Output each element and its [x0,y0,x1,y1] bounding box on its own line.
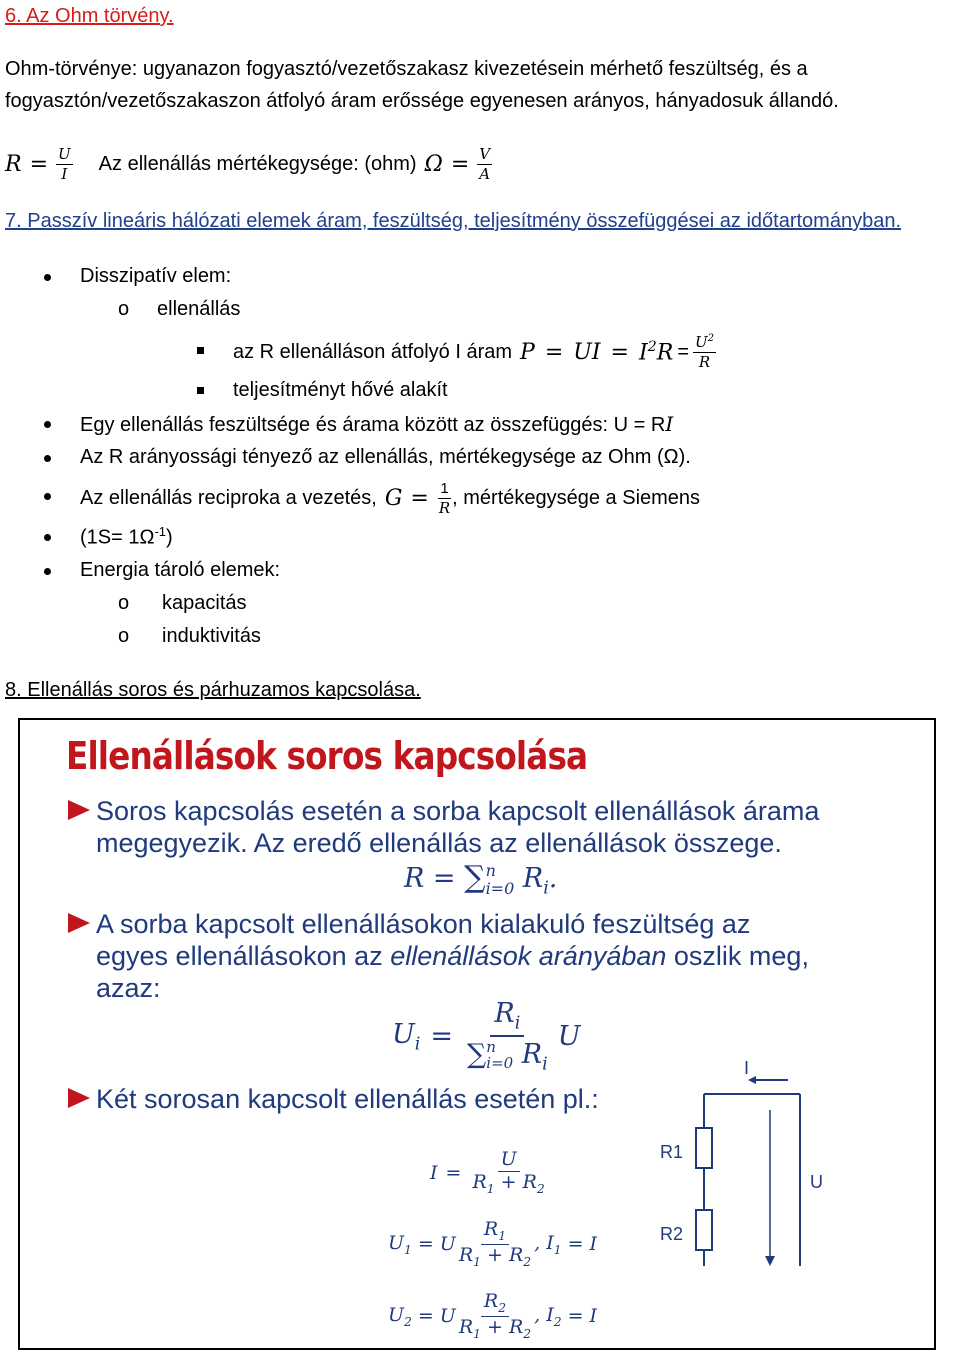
ohm-law-line-2: fogyasztón/vezetőszakaszon átfolyó áram erőssége egyenesen arányos, hányadosuk állandó. [5,90,839,112]
p1-line-2: megegyezik. Az eredő ellenállás az ellenállások összege. [96,828,782,858]
eq-sign: = [544,339,564,365]
slide-paragraph-2 [96,908,809,1004]
omega-symbol: Ω [424,151,443,177]
siemens-def-close: ) [166,526,173,549]
p2-line-1: A sorba kapcsolt ellenállásokon kialakuló feszültség az [96,909,751,939]
formula-a: A [479,164,491,183]
power-u2-over-r [693,334,716,370]
power-ui: UI [573,339,601,365]
triangle-bullet-icon [68,800,90,820]
circuit-label-r2: R2 [660,1224,684,1244]
p1-line-1: Soros kapcsolás esetén a sorba kapcsolt ellenállások árama [96,796,820,826]
formula-u-over-i [56,144,73,183]
power-i2r: $I^2R$ [638,338,674,366]
ohm-law-line-1: Ohm-törvénye: ugyanazon fogyasztó/vezetőszakasz kivezetésein mérhető feszültség, és a [5,58,808,80]
formula-v: V [479,144,491,163]
relation-i: I [665,412,674,436]
slide-paragraph-1 [96,795,819,859]
eq-sign: = [610,339,629,365]
section-8-heading: 8. Ellenállás soros és párhuzamos kapcsolása. [5,679,421,701]
resistor-label: ellenállás [157,298,241,320]
ohm-formula-row [5,140,492,188]
siemens-def-text: (1S= 1Ω [80,526,155,549]
power-p: P [520,339,535,365]
dissipative-label: Disszipatív elem: [80,265,232,287]
siemens-definition [80,524,173,550]
r-symbol: R [656,340,674,366]
series-resistors-slide [18,718,936,1350]
bullet-circle: o [118,298,130,320]
siemens-def-sup: -1 [154,524,166,539]
slide-paragraph-3: Két sorosan kapcsolt ellenállás esetén pl.: [96,1084,599,1114]
p2-line-2-a: egyes ellenállásokon az [96,941,391,971]
one-over-r: $\frac{1}{R}$ [438,479,451,517]
conductance-g: G [384,485,403,511]
section-7-heading: 7. Passzív lineáris hálózati elemek áram, feszültség, teljesítmény összefüggései az időtartományban. [5,210,901,232]
series-circuit-diagram [650,1058,850,1270]
bullet-circle: o [118,592,130,614]
r-symbol: R [404,863,425,894]
energy-storage-label: Energia tároló elemek: [80,559,281,581]
voltage-divider-formula: $U_i$ = $R_i$ ∑ n i=0 $R_i$ U [392,998,581,1075]
sum-formula: R = ∑ n i=0 $R_i$. [404,860,558,899]
bullet-dot [44,493,51,500]
capacitance-label: kapacitás [162,592,247,614]
circuit-label-r1: R1 [660,1142,684,1162]
u2: $U^2$ [695,333,714,351]
conductance-row [80,476,700,520]
eq-sign-plain: = [677,340,690,363]
bullet-circle: o [118,625,130,647]
slide-title: Ellenállások soros kapcsolása [66,734,588,778]
bullet-dot [44,421,51,428]
formula-equals: = [29,151,49,177]
power-formula-row [233,330,716,374]
conductance-text: Az ellenállás reciproka a vezetés, [80,486,377,509]
resistor-r1 [696,1128,712,1168]
p2-line-3: azaz: [96,973,161,1003]
bullet-dot [44,455,51,462]
r-den: R [698,353,711,371]
current-arrow-icon [748,1076,756,1084]
eq-sign: = [410,485,429,511]
proportional-factor-text: Az R arányossági tényező az ellenállás, mértékegysége az Ohm (Ω). [80,446,691,468]
p2-line-2-italic: ellenállások arányában [390,941,667,971]
formula-u: U [58,144,71,163]
unit-text: Az ellenállás mértékegysége: (ohm) [98,152,417,175]
formula-i: I [61,164,68,183]
bullet-square [197,347,204,354]
relation-text: Egy ellenállás feszültsége és árama között az összefüggés: U = R [80,414,666,436]
siemens-text: , mértékegysége a Siemens [452,486,701,509]
circuit-label-i: I [744,1058,750,1078]
bullet-square [197,387,204,394]
bullet-dot [44,274,51,281]
u1-formula: $U_1$ = U $\frac{R_1}{R_1 + R_2}$ , $I_1$ = I [388,1218,598,1269]
section-6-heading: 6. Az Ohm törvény. [5,5,174,27]
inductance-label: induktivitás [162,625,261,647]
formula-r: R [5,151,22,177]
formula-v-over-a [477,144,492,183]
r-den: R [438,498,451,517]
formula-equals-2: = [450,151,470,177]
i-symbol: I [638,340,648,366]
bullet-dot [44,534,51,541]
voltage-arrow-icon [765,1256,775,1266]
resistor-r2 [696,1210,712,1250]
u-symbol: U [695,333,708,351]
current-text: az R ellenálláson átfolyó I áram [233,340,513,363]
p2-line-2 [96,940,809,972]
u2-formula: $U_2$ = U $\frac{R_2}{R_1 + R_2}$ , $I_2$ = I [388,1290,598,1341]
current-formula: I = $\frac{U}{R_1 + R_2}$ [430,1148,545,1196]
triangle-bullet-icon [68,1088,90,1108]
bullet-dot [44,568,51,575]
heat-text: teljesítményt hővé alakít [233,379,448,401]
circuit-label-u: U [810,1172,823,1192]
triangle-bullet-icon [68,913,90,933]
relation-line [80,412,673,437]
p2-line-2-c: oszlik meg, [666,941,809,971]
